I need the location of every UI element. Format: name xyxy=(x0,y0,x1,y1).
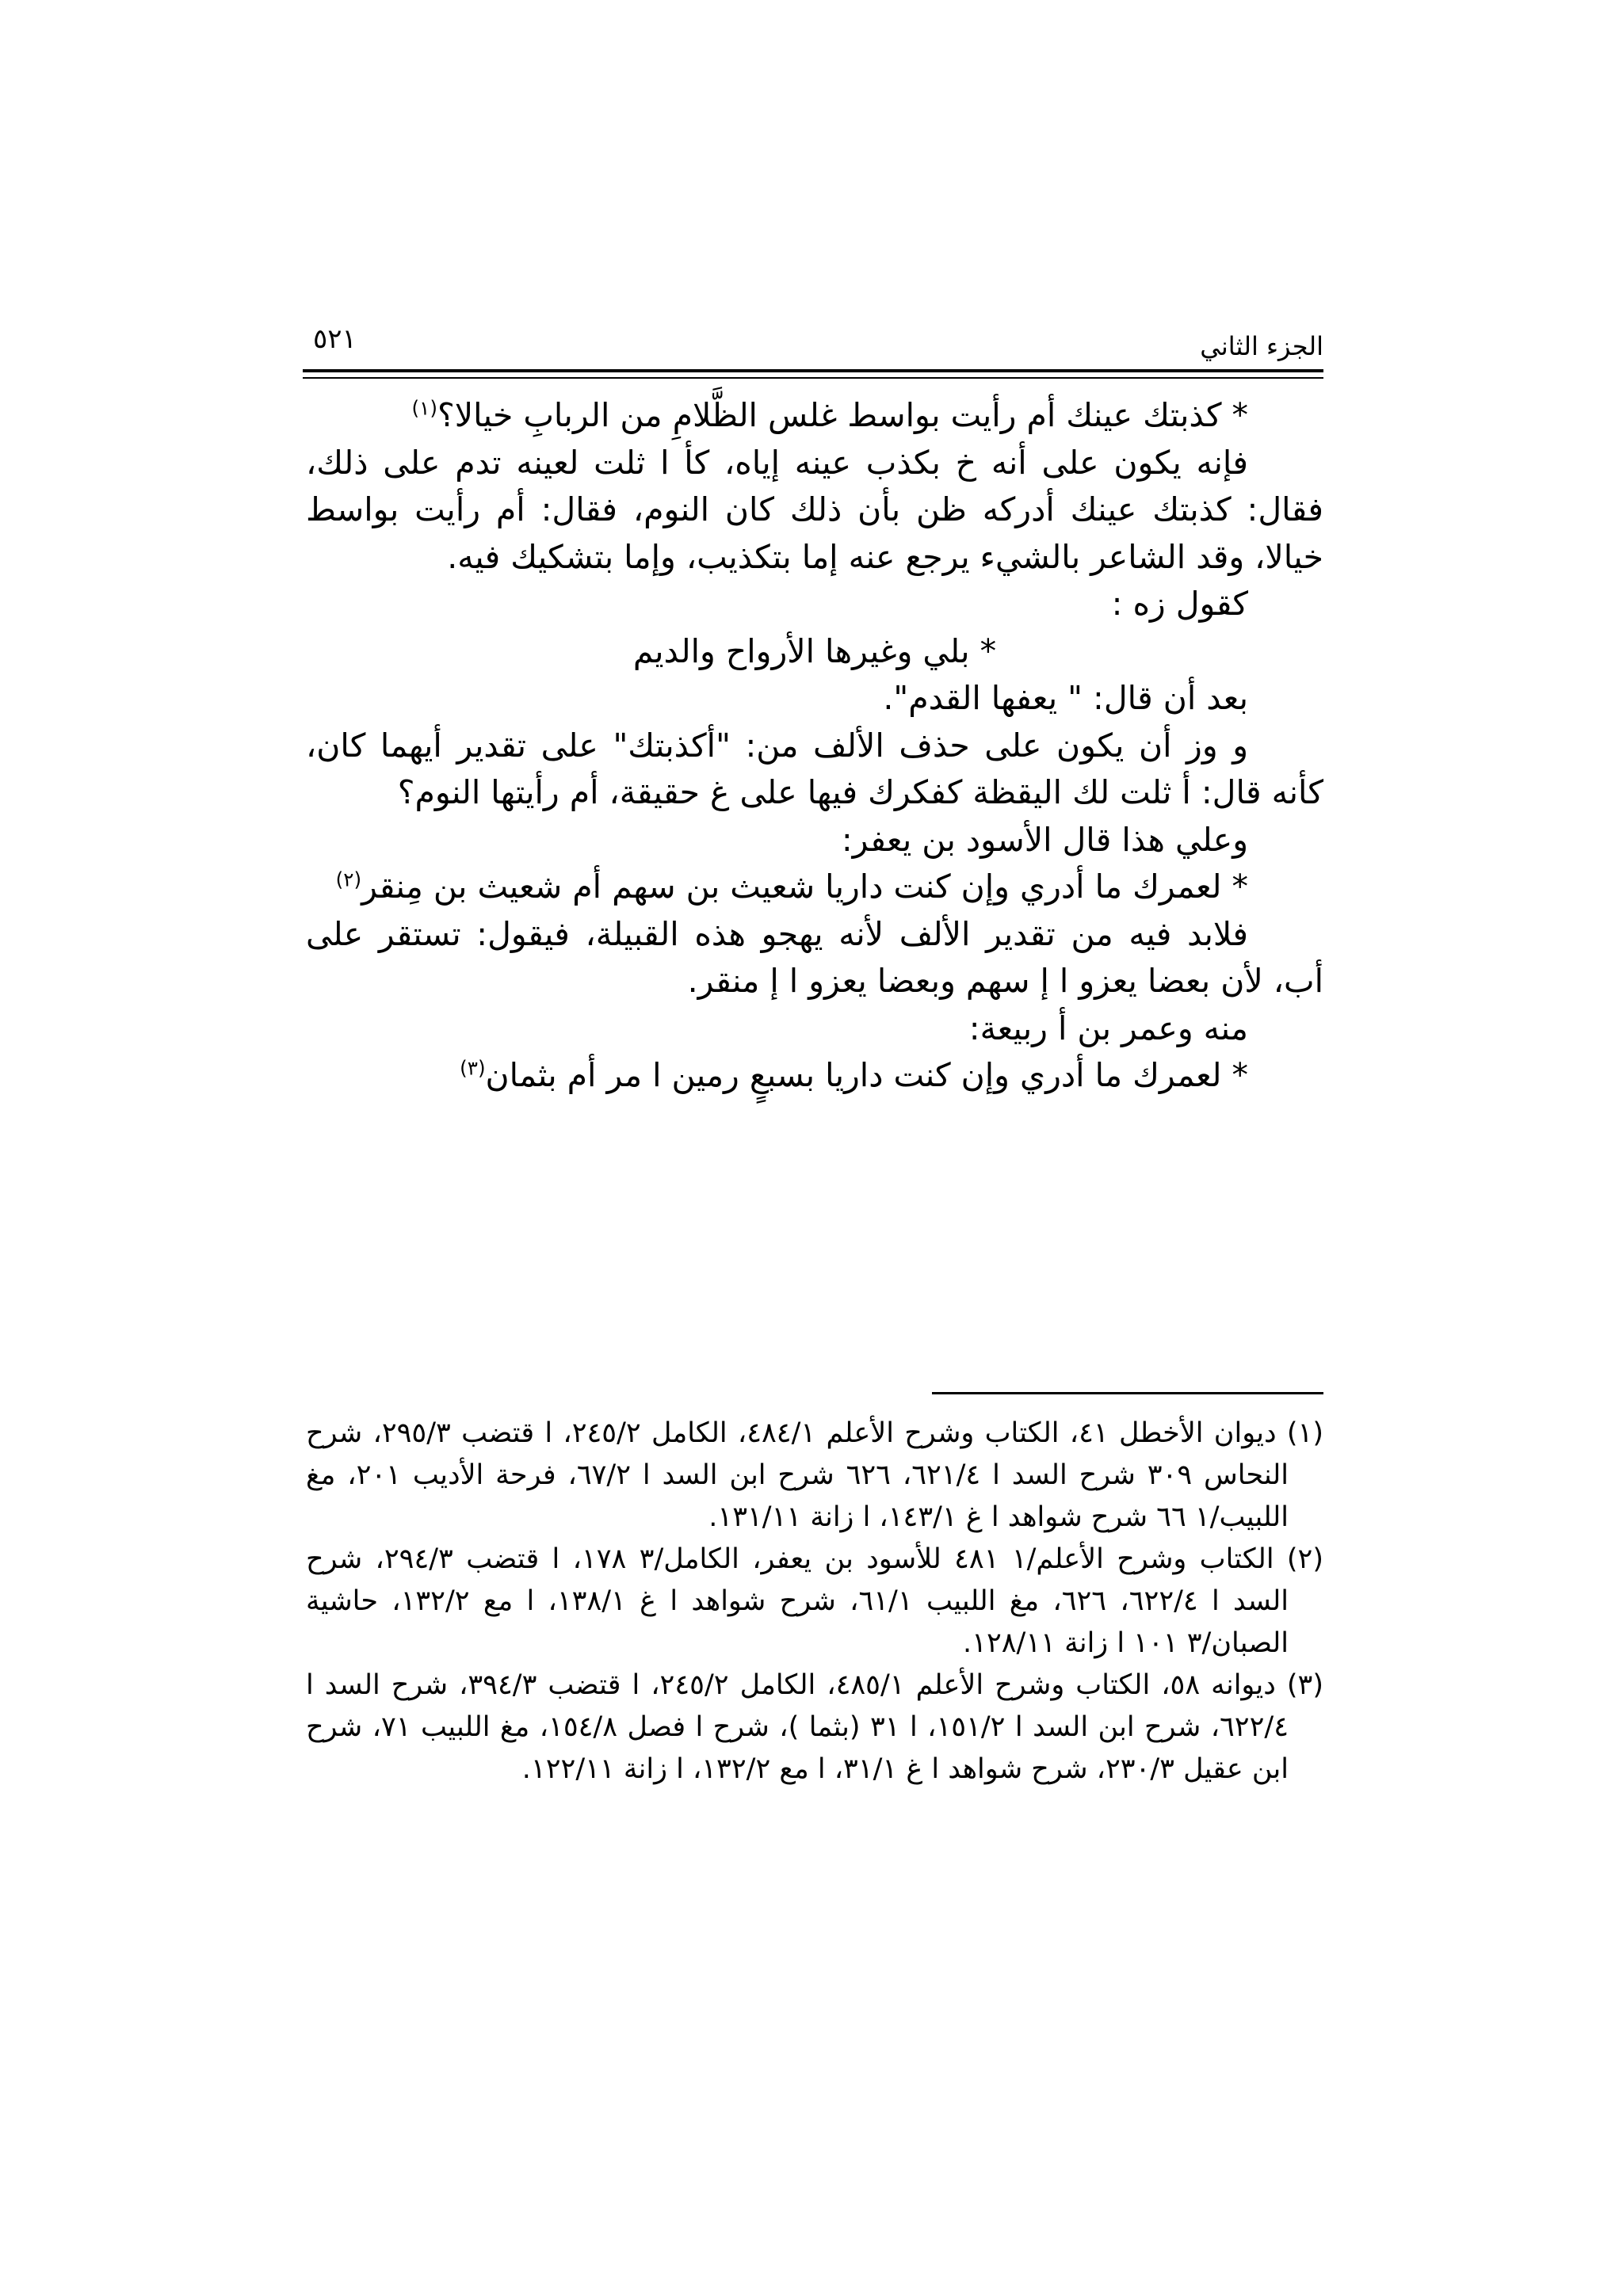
footnote-marker: (٢) xyxy=(335,868,362,891)
paragraph: وعلي هذا قال الأسود بن يعفر: xyxy=(841,820,1248,859)
paragraph: بعد أن قال: " يعفها القدم". xyxy=(883,679,1248,717)
verse-line xyxy=(306,392,1323,440)
footnote: (٢) الكتاب وشرح الأعلم/١ ٤٨١ للأسود بن يعفر، الكامل/٣ ١٧٨، ا قتضب ٢٩٤/٣، شرح السد ا ٦٢٢/٤، ٦٢٦، مغ اللبيب ٦١/١، شرح شواهد ا غ ١٣٨/١، ا مع ١٣٢/٢، حاشية الصبان/٣ ١٠١ ا زانة ١٢٨/١١. xyxy=(306,1543,1323,1659)
paragraph: منه وعمر بن أ ربيعة: xyxy=(968,1009,1248,1047)
footnote: (٣) ديوانه ٥٨، الكتاب وشرح الأعلم ٤٨٥/١، الكامل ٢٤٥/٢، ا قتضب ٣٩٤/٣، شرح السد ا ٦٢٢/٤، شرح ابن السد ا ١٥١/٢، ا ٣١ (بثما )، شرح ا فصل ١٥٤/٨، مغ اللبيب ٧١، شرح ابن عقيل ٢٣٠/٣، شرح شواهد ا غ ٣١/١، ا مع ١٣٢/٢، ا زانة ١٢٢/١١. xyxy=(306,1669,1323,1785)
verse-line: * بلي وغيرها الأرواح والديم xyxy=(632,631,997,670)
footnote: (١) ديوان الأخطل ٤١، الكتاب وشرح الأعلم ٤٨٤/١، الكامل ٢٤٥/٢، ا قتضب ٢٩٥/٣، شرح النحاس ٣٠٩ شرح السد ا ٦٢١/٤، ٦٢٦ شرح ابن السد ا ٦٧/٢، فرحة الأديب ٢٠١، مغ اللبيب/١ ٦٦ شرح شواهد ا غ ١٤٣/١، ا زانة ١٣١/١١. xyxy=(306,1417,1324,1533)
verse-text: * لعمرك ما أدري وإن كنت داريا شعيث بن سهم أم شعيث بن مِنقر xyxy=(361,868,1248,906)
main-text xyxy=(306,392,1323,1100)
running-header-title: الجزء الثاني xyxy=(1200,331,1323,361)
paragraph: فلابد فيه من تقدير الألف لأنه يهجو هذه القبيلة، فيقول: تستقر على أب، لأن بعضا يعزو ا إ سهم وبعضا يعزو ا إ منقر. xyxy=(306,914,1323,1000)
paragraph: كقول زه : xyxy=(1111,585,1248,623)
verse-text: * لعمرك ما أدري وإن كنت داريا بسبعٍ رمين ا مر أم بثمان xyxy=(485,1056,1248,1094)
footnote-marker: (٣) xyxy=(460,1056,486,1080)
footnotes xyxy=(306,1413,1323,1791)
footnote-marker: (١) xyxy=(411,396,437,420)
verse-line xyxy=(306,864,1323,911)
verse-text: * كذبتك عينك أم رأيت بواسط غلس الظَّلامِ من الربابِ خيالا؟ xyxy=(437,396,1248,434)
verse-line xyxy=(306,1052,1323,1100)
header-rule-thick xyxy=(303,369,1323,372)
page-number: ٥٢١ xyxy=(313,323,357,355)
header-rule-thin xyxy=(303,377,1323,379)
paragraph: فإنه يكون على أنه خ بكذب عينه إياه، كأ ا ثلت لعينه تدم على ذلك، فقال: كذبتك عينك أدركه ظن بأن ذلك كان النوم، فقال: أم رأيت بواسط خيالا، وقد الشاعر بالشيء يرجع عنه إما بتكذيب، وإما بتشكيك فيه. xyxy=(306,443,1323,576)
paragraph: و وز أن يكون على حذف الألف من: "أكذبتك" على تقدير أيهما كان، كأنه قال: أ ثلت لك اليقظة كفكرك فيها على غ حقيقة، أم رأيتها النوم؟ xyxy=(306,726,1323,811)
footnote-separator xyxy=(932,1392,1323,1394)
